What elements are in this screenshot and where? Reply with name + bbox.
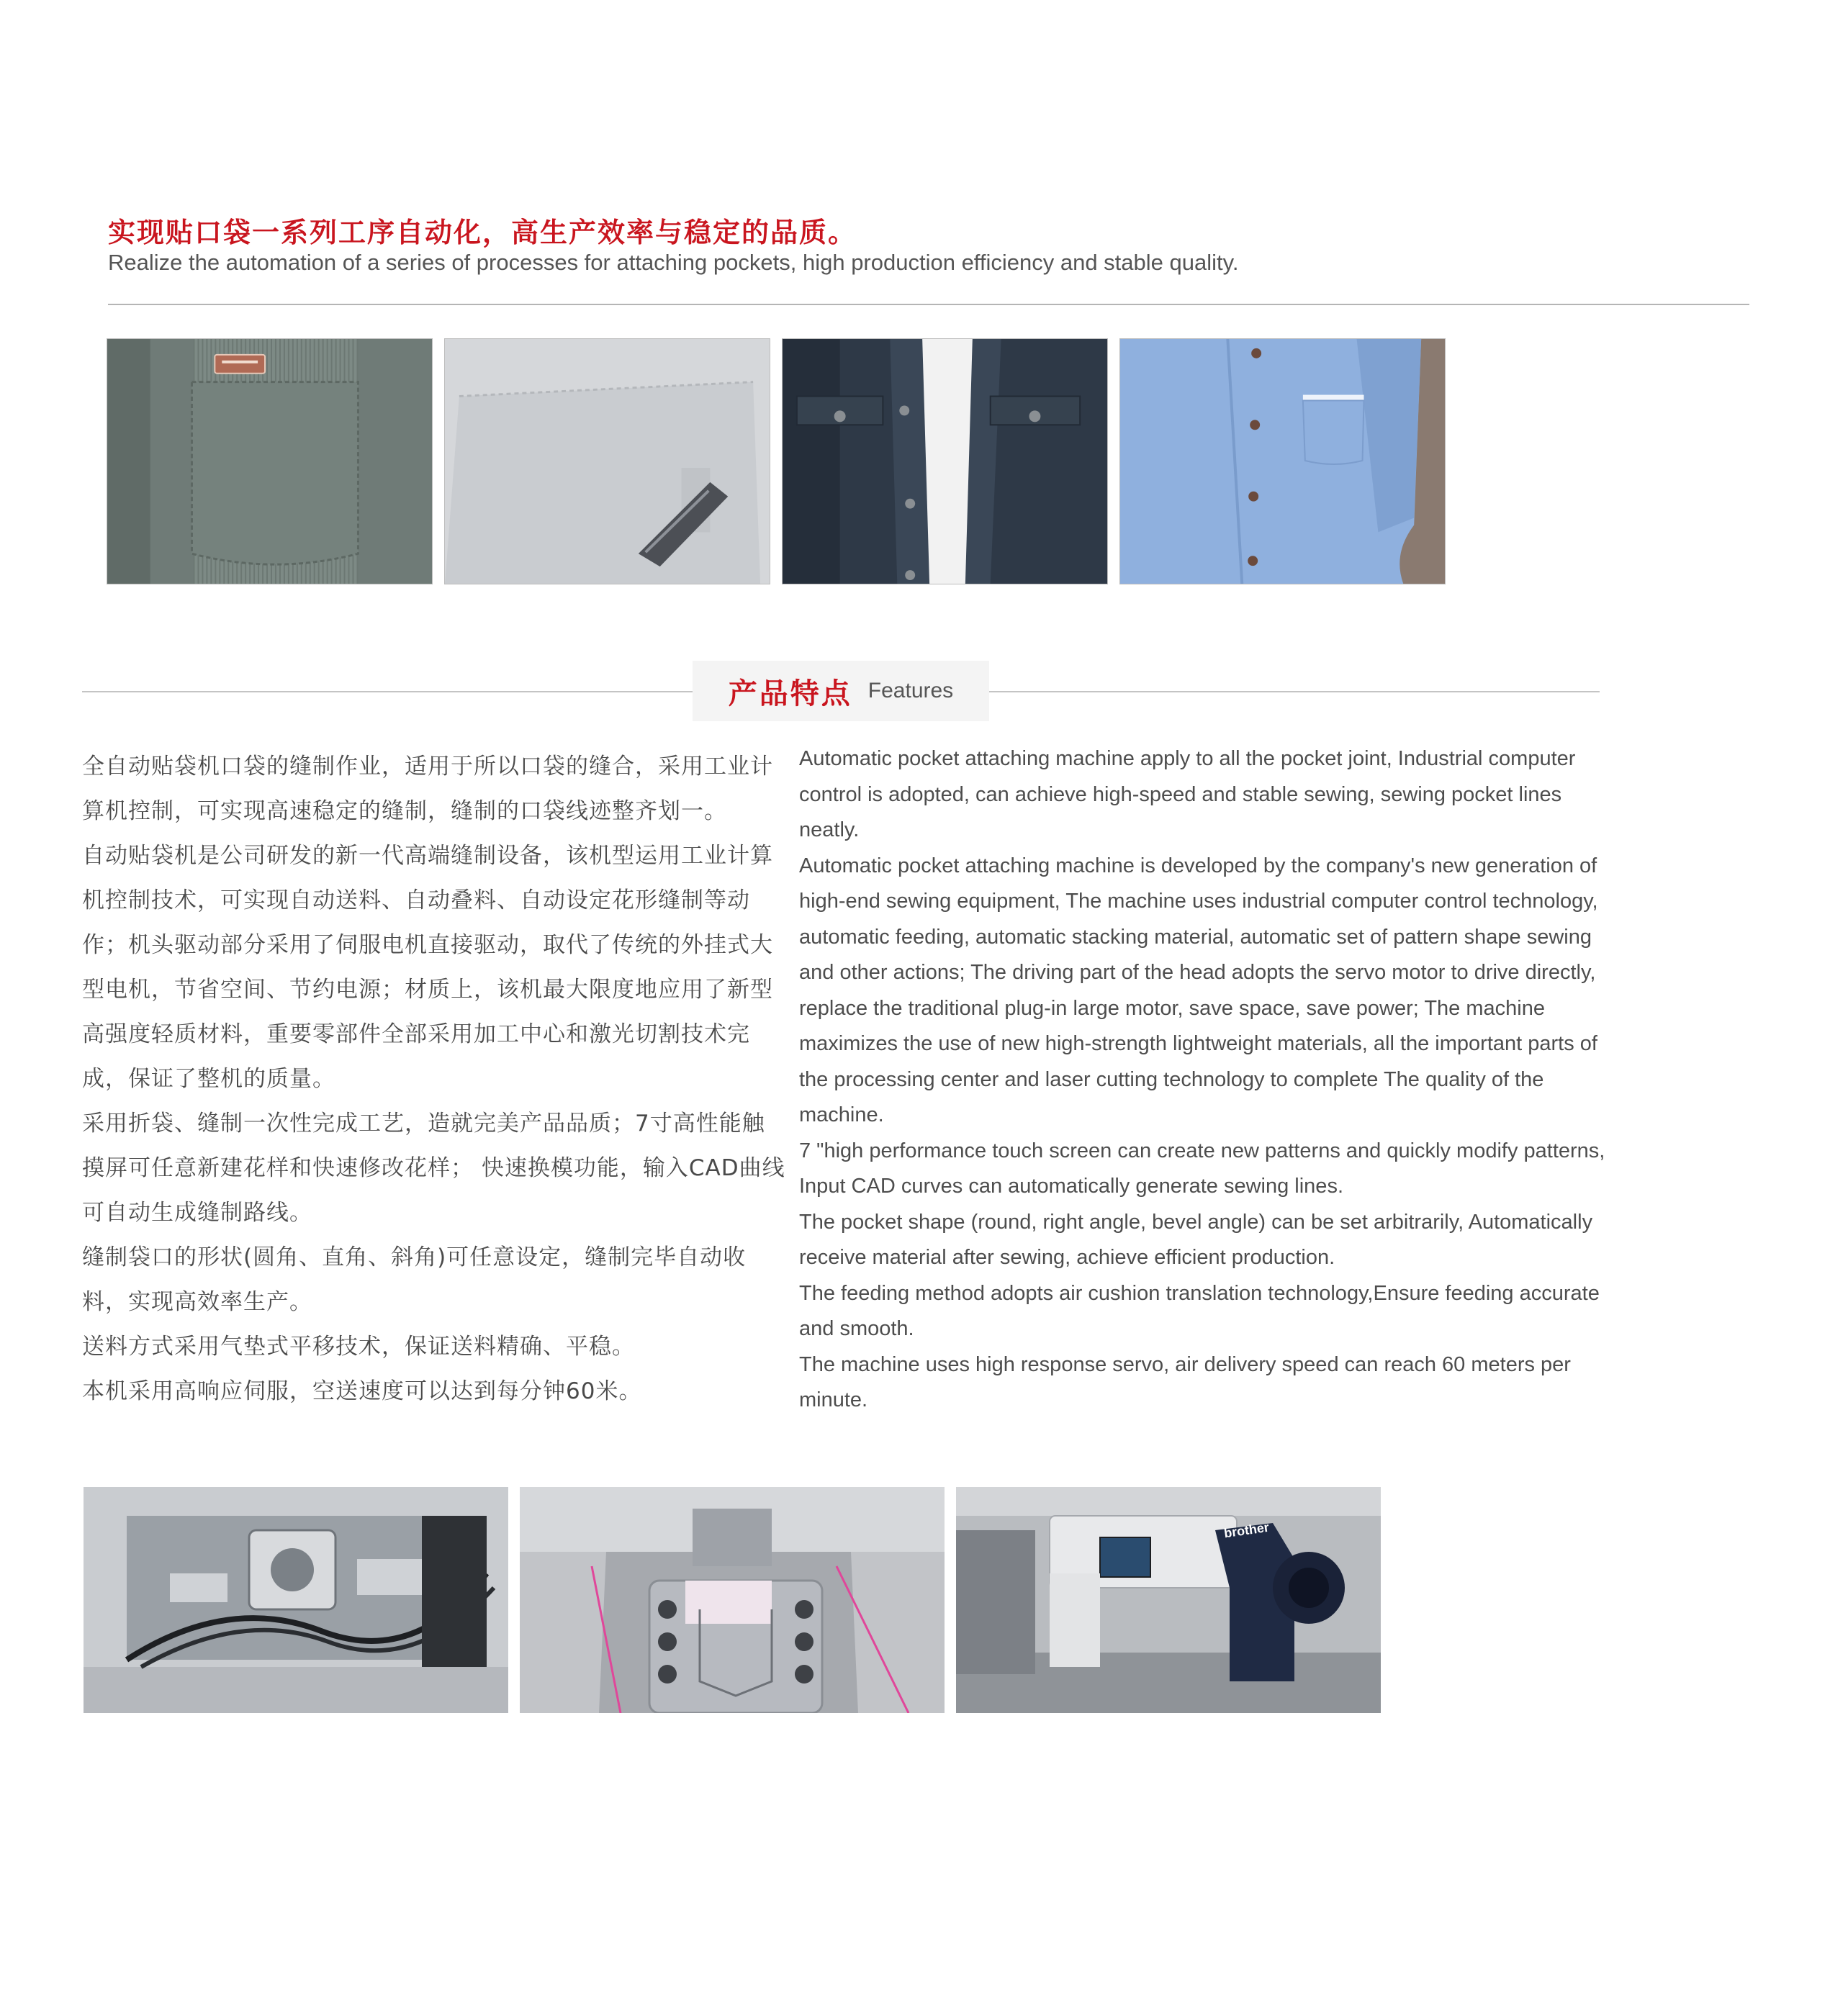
feature-paragraph-en: The feeding method adopts air cushion translation technology,Ensure feeding accurate and smooth.: [799, 1281, 1600, 1340]
headline-divider: [108, 304, 1749, 305]
feature-paragraph-cn: 缝制袋口的形状(圆角、直角、斜角)可任意设定，缝制完毕自动收料，实现高效率生产。: [82, 1244, 747, 1315]
sewing-head-photo: [956, 1487, 1381, 1713]
features-header: [693, 661, 989, 721]
features-title-en: Features: [867, 679, 954, 702]
headline-title-cn: 实现贴口袋一系列工序自动化，高生产效率与稳定的品质。: [108, 217, 857, 248]
feature-paragraph-en: Automatic pocket attaching machine is developed by the company's new generation of high-end sewing equipment, The machine uses industrial computer control technology, automatic feeding, automatic stacking material, automatic set of pattern shape sewing and other actions; The driving part of the head adopts the servo motor to drive directly, replace the traditional plug-in large motor, save space, save power; The machine maximizes the use of new high-strength lightweight materials, all the important parts of the processing center and laser cutting technology to complete The quality of the machine.: [799, 854, 1598, 1126]
feature-paragraph-cn: 自动贴袋机是公司研发的新一代高端缝制设备，该机型运用工业计算机控制技术，可实现自动送料、自动叠料、自动设定花形缝制等动作；机头驱动部分采用了伺服电机直接驱动，取代了传统的外挂式大型电机，节省空间、节约电源；材质上，该机最大限度地应用了新型高强度轻质材料，重要零部件全部采用加工中心和激光切割技术完成，保证了整机的质量。: [82, 843, 773, 1092]
features-title-cn: 产品特点: [728, 677, 852, 710]
pocket-template-plate-photo: [520, 1487, 945, 1713]
features-text-cn: [82, 744, 788, 1414]
features-divider-left: [82, 691, 693, 692]
feature-paragraph-en: 7 "high performance touch screen can create new patterns and quickly modify patterns, Input CAD curves can automatically generate sewing lines.: [799, 1139, 1605, 1198]
brother-logo-text: brother: [1222, 1519, 1271, 1541]
headline-subtitle-en: Realize the automation of a series of processes for attaching pockets, high production efficiency and stable quality.: [108, 250, 1239, 275]
feature-paragraph-cn: 全自动贴袋机口袋的缝制作业，适用于所以口袋的缝合，采用工业计算机控制，可实现高速稳定的缝制，缝制的口袋线迹整齐划一。: [82, 754, 773, 824]
blue-shirt-pocket-photo: [1119, 338, 1446, 584]
features-text-en: [799, 741, 1613, 1419]
feature-paragraph-en: The machine uses high response servo, air delivery speed can reach 60 meters per minute.: [799, 1352, 1571, 1411]
feature-paragraph-en: The pocket shape (round, right angle, bevel angle) can be set arbitrarily, Automatically receive material after sewing, achieve efficient production.: [799, 1210, 1593, 1269]
grey-pocket-with-phone-photo: [444, 338, 770, 584]
folding-mechanism-photo: [84, 1487, 508, 1713]
feature-paragraph-cn: 本机采用高响应伺服，空送速度可以达到每分钟60米。: [82, 1378, 642, 1404]
feature-paragraph-cn: 采用折袋、缝制一次性完成工艺，造就完美产品品质；7寸高性能触摸屏可任意新建花样和快速修改花样； 快速换模功能，输入CAD曲线可自动生成缝制路线。: [82, 1111, 785, 1226]
features-divider-right: [989, 691, 1600, 692]
corduroy-shirt-pocket-photo: [107, 338, 433, 584]
feature-paragraph-cn: 送料方式采用气垫式平移技术，保证送料精确、平稳。: [82, 1334, 635, 1360]
navy-jacket-pockets-photo: [782, 338, 1108, 584]
feature-paragraph-en: Automatic pocket attaching machine apply to all the pocket joint, Industrial computer control is adopted, can achieve high-speed and stable sewing, sewing pocket lines neatly.: [799, 747, 1576, 841]
